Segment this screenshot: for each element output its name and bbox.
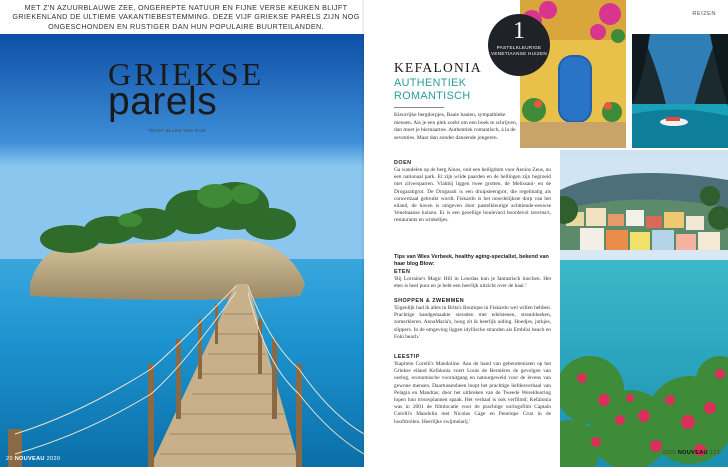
- text-doen: Ga wandelen op de berg Ainos, ooit een heiligdom voor Aenios Zeus, nu een nationaal park. Er zijn wilde paarden en de hellingen zijn begroeid met zilversparren. Vlakbij liggen twee grotten, de Melissani- en de Drogaratigrot. De Drogarati is een druipsteengrot, die regelmatig als concertzaal gebruikt wordt. Fiskardo is het noordelijkste dorp van het eiland, de haven is omgeven door pastelkleurige achttiende-eeuwse Venetiaanse huizen. Er is een gezellige boulevard boordevol taverna's, restaurants en winkeltjes.: [394, 167, 551, 224]
- issue-year-right: 2020: [662, 450, 676, 456]
- feature-title-line2: parels: [108, 80, 218, 123]
- tips-intro: Tips van Wies Verbeek, healthy aging-specialist, bekend van haar blog Blow:: [394, 254, 549, 267]
- page-number-left: 20: [6, 456, 13, 462]
- intro-text: MET Z'N AZUURBLAUWE ZEE, ONGEREPTE NATUUR EN FIJNE VERSE KEUKEN BLIJFT GRIEKENLAND DE ULTIEME VAKANTIEBESTEMMING. DEZE VIJF GRIEKSE PARELS ZIJN NOG ONGESCHONDEN EN RUSTIGER DAN HUN POPULAIRE BUURTEILANDEN.: [12, 3, 360, 31]
- heading-leestip: LEESTIP: [394, 354, 420, 360]
- heading-shoppen-zwemmen: SHOPPEN & ZWEMMEN: [394, 298, 465, 304]
- badge-number: 1: [513, 18, 525, 44]
- badge-text: PASTELKLEURIGE VENETIAANSE HUIZEN: [491, 45, 547, 56]
- article-title: KEFALONIA: [394, 60, 482, 75]
- text-leestip: 'Kapitein Corelli's Mandoline. Aan de hand van gebeurtenissen op het Griekse eiland Kefalonia voert Louis de Bernières de gevolgen van oorlog, economische vooruitgang en natuurgeweld voor de levens van gewone mensen. Daartussenheen loopt het prachtige liefdesverhaal van Pelagia en Mandras; door het uitbreken van de Tweede Wereldoorlog lopen hun trouwplannen spaak. Het verhaal is ook verfilmd; Kefalonia was in 2001 de filmlocatie voor de prachtige oorlogsfilm Captain Corelli's Mandolin met Nicolas Cage en Penelope Cruz in de hoofdrollen. Heerlijke zwijmelarij.': [394, 361, 551, 425]
- page-number-right: 121: [709, 450, 720, 456]
- heading-eten: ETEN: [394, 269, 411, 275]
- lead-paragraph: Kleurrijke bergdorpjes, Baaie haaien, sympathieke mensen. Als je een plek zoekt om een boek te schrijven, dan moet je hiernaartoe. Authentiek romantisch, à la de seventies. Maar dan zonder dansende jongeren.: [394, 112, 518, 141]
- byline: TEKST ELLEN VAN DIJK: [148, 128, 206, 133]
- feature-title-line1: GRIEKSE: [108, 56, 265, 92]
- magazine-brand-left: NOUVEAU: [14, 456, 45, 462]
- page-footer-left: [6, 456, 60, 462]
- heading-doen: DOEN: [394, 160, 412, 166]
- page-footer-right: [662, 450, 720, 456]
- right-page: [364, 0, 728, 467]
- article-heading: [394, 60, 520, 102]
- photo-sea-cave-boat: [632, 34, 728, 148]
- photo-bay-village: [560, 150, 728, 467]
- issue-year-left: 2020: [46, 456, 61, 462]
- magazine-brand-right: NOUVEAU: [677, 450, 708, 456]
- section-label: REIZEN: [692, 11, 716, 17]
- text-shoppen-zwemmen: 'Eigenlijk had ik alles in Brita's Boutique in Fiskardo wel willen hebben. Prachtige handgemaakte sieraden met edelstenen, stranddoeken, zomerkleren. AnnaMaria's, hoog zit ik heerlijk aiding. Hoedjes, jurkjes, slippers. In de omgeving liggen idyllische stranden als Emblisi beach en Foki beach.': [394, 305, 551, 340]
- title-rule: [394, 107, 444, 108]
- article-subtitle: AUTHENTIEK ROMANTISCH: [394, 77, 471, 102]
- text-eten: 'Bij Lorraine's Magic Hill in Lourdas kun je fantastisch lunchen. Het eten is heel puur en je hebt een heerlijk uitzicht over de baai.': [394, 276, 551, 290]
